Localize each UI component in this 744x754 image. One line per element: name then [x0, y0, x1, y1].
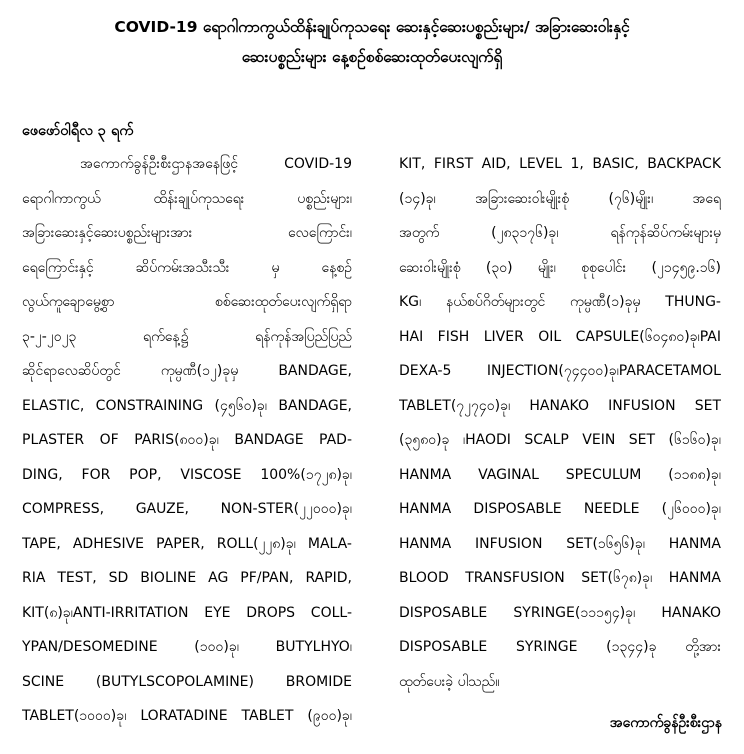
text-line: DEXA-5 INJECTION(၇၄၄၀၀)ခု၊PARACETAMOL	[399, 363, 721, 379]
text-line: ထုတ်ပေးခဲ့ ပါသည်။	[399, 673, 500, 690]
text-line: အတွက် (၂၈၃၁၇၆)ခု၊ ရန်ကုန်ဆိပ်ကမ်းများမှ	[399, 225, 721, 241]
article-column-left	[22, 147, 352, 734]
text-line: ၃-၂-၂၀၂၃ ရက်နေ့၌ ရန်ကုန်အပြည်ပြည်	[22, 328, 352, 345]
headline	[20, 12, 724, 72]
text-line: TABLET(၁၀၀၀)ခု၊ LORATADINE TABLET (၉၀၀)ခု၊	[22, 708, 352, 724]
headline-line-1: COVID-19 ရောဂါကာကွယ်ထိန်းချုပ်ကုသရေး ဆေးနှင့်ဆေးပစ္စည်းများ/ အခြားဆေးဝါးနှင့်	[114, 18, 630, 36]
text-line: HANMA VAGINAL SPECULUM (၁၁၈၈)ခု၊	[399, 466, 721, 483]
signature: အကောက်ခွန်ဦးစီးဌာန	[609, 715, 722, 731]
text-line: အခြားဆေးနှင့်ဆေးပစ္စည်းများအား လေကြောင်း၊	[22, 225, 352, 241]
text-line: BLOOD TRANSFUSION SET(၆၇၈)ခု၊ HANMA	[399, 570, 721, 586]
text-line: HAI FISH LIVER OIL CAPSULE(၆၀၄၈၀)ခု၊PAI	[399, 328, 721, 345]
text-line: ဆိုင်ရာလေဆိပ်တွင် ကုမ္ပဏီ(၁၂)ခုမှ BANDAGE,	[22, 363, 352, 379]
text-line: KG၊ နယ်စပ်ဂိတ်များတွင် ကုမ္ပဏီ(၁)ခုမှ THUNG-	[399, 294, 721, 310]
text-line: KIT(၈)ခု၊ANTI-IRRITATION EYE DROPS COLL-	[22, 604, 352, 621]
dateline: ဖေဖော်ဝါရီလ ၃ ရက်	[22, 123, 134, 139]
text-line: အကောက်ခွန်ဦးစီးဌာနအနေဖြင့် COVID-19	[80, 156, 352, 172]
text-line: TAPE, ADHESIVE PAPER, ROLL(၂၂၈)ခု၊ MALA-	[22, 535, 352, 552]
text-line: လွယ်ကူချောမွေ့စွာ စစ်ဆေးထုတ်ပေးလျက်ရှိရာ	[22, 294, 352, 310]
text-line: TABLET(၇၂၇၄၀)ခု၊ HANAKO INFUSION SET	[399, 397, 721, 414]
text-line: DISPOSABLE SYRINGE(၁၁၁၅၄)ခု၊ HANAKO	[399, 604, 721, 621]
text-line: COMPRESS, GAUZE, NON-STER(၂၂၀၀၀)ခု၊	[22, 501, 352, 517]
text-line: RIA TEST, SD BIOLINE AG PF/PAN, RAPID,	[22, 570, 352, 586]
text-line: DISPOSABLE SYRINGE (၁၃၄၄)ခု တို့အား	[399, 639, 721, 655]
text-line: SCINE (BUTYLSCOPOLAMINE) BROMIDE	[22, 673, 352, 690]
text-line: YPAN/DESOMEDINE (၁၀၀)ခု၊ BUTYLHYO၊	[22, 639, 352, 655]
text-line: DING, FOR POP, VISCOSE 100%(၁၇၂၈)ခု၊	[22, 466, 352, 483]
text-line: HANMA DISPOSABLE NEEDLE (၂၆၀၀၀)ခု၊	[399, 501, 721, 517]
text-line: (၃၅၈၀)ခု ၊HAODI SCALP VEIN SET (၆၁၆၀)ခု၊	[399, 432, 721, 448]
text-line: KIT, FIRST AID, LEVEL 1, BASIC, BACKPACK	[399, 156, 721, 172]
article-column-right	[399, 147, 721, 699]
text-line: ဆေးဝါးမျိုးစုံ (၃၀) မျိုး၊ စုစုပေါင်း (၂၁၄၅၉.၁၆)	[399, 259, 721, 276]
text-line: (၁၄)ခု၊ အခြားဆေးဝါးမျိုးစုံ (၇၆)မျိုး၊ အရေ	[399, 190, 721, 207]
text-line: HANMA INFUSION SET(၁၆၅၆)ခု၊ HANMA	[399, 535, 721, 552]
headline-line-2: ဆေးပစ္စည်းများ နေ့စဉ်စစ်ဆေးထုတ်ပေးလျက်ရှိ	[241, 48, 503, 66]
text-line: ရောဂါကာကွယ် ထိန်းချုပ်ကုသရေး ပစ္စည်းများ၊	[22, 190, 352, 207]
text-line: ရေကြောင်းနှင့် ဆိပ်ကမ်းအသီးသီး မှ နေ့စဉ်	[22, 259, 352, 276]
text-line: ELASTIC, CONSTRAINING (၄၅၆၀)ခု၊ BANDAGE,	[22, 397, 352, 414]
text-line: PLASTER OF PARIS(၈၀၀)ခု၊ BANDAGE PAD-	[22, 432, 352, 448]
